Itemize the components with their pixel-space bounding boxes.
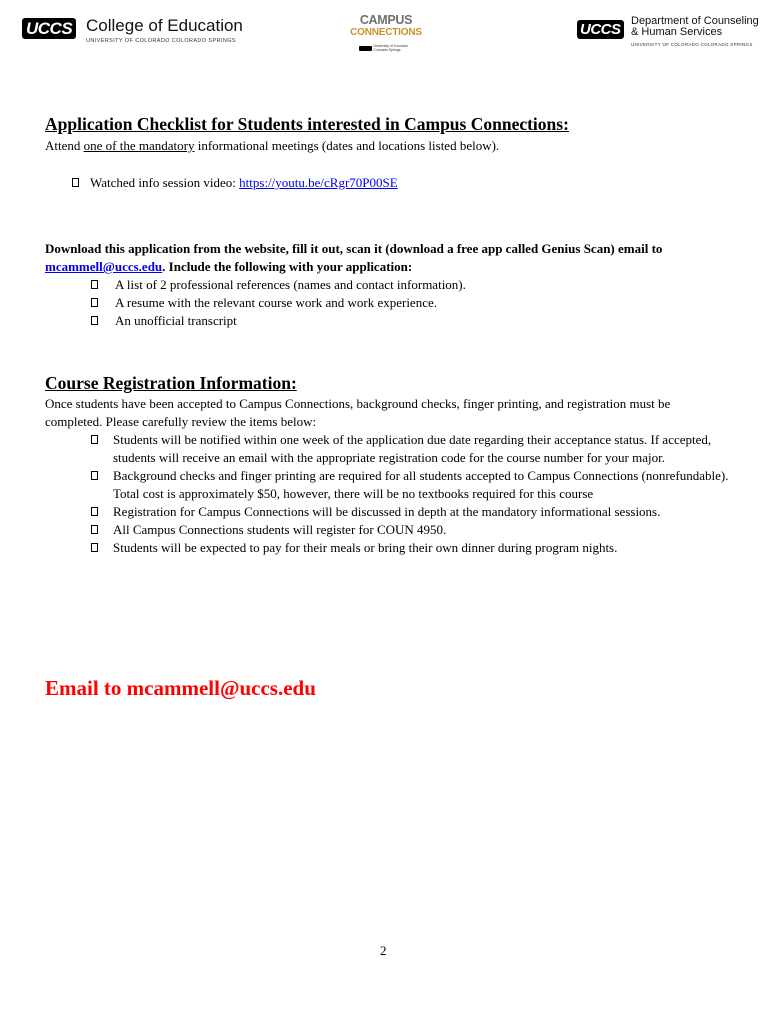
registration-intro: Once students have been accepted to Campus Connections, background checks, finger printing, and registration must be completed. Please carefully review the items below: (45, 396, 671, 429)
uccs-badge: UCCS (22, 18, 76, 39)
item-text: Students will be notified within one week of the application due date regarding their acceptance status. If accepted, students will receive an email with the appropriate registration code for the course number for your major. (113, 432, 712, 465)
checkbox-icon[interactable] (91, 507, 98, 516)
item-text: A list of 2 professional references (names and contact information). (115, 277, 466, 292)
item-text: A resume with the relevant course work and work experience. (115, 295, 437, 310)
checkbox-icon[interactable] (91, 525, 98, 534)
item-text: Students will be expected to pay for their meals or bring their own dinner during program nights. (113, 540, 618, 555)
item-text: All Campus Connections students will register for COUN 4950. (113, 522, 447, 537)
registration-heading: Course Registration Information: (45, 373, 297, 393)
logo-subtitle: UNIVERSITY OF COLORADO COLORADO SPRINGS (631, 42, 753, 47)
logo-title-line2: & Human Services (631, 26, 723, 38)
uccs-badge: UCCS (577, 20, 624, 39)
checklist-heading: Application Checklist for Students interested in Campus Connections: (45, 114, 569, 134)
list-item (91, 521, 733, 539)
checkbox-icon[interactable] (91, 471, 98, 480)
attend-before: Attend (45, 138, 84, 153)
list-item (91, 312, 731, 330)
attend-after: informational meetings (dates and locations listed below). (194, 138, 500, 153)
application-items (91, 276, 731, 330)
campus-connections-logo (350, 14, 422, 54)
email-callout: Email to mcammell@uccs.edu (45, 676, 316, 700)
video-label: Watched info session video: (90, 175, 240, 190)
page-number: 2 (380, 943, 387, 958)
logo-subtitle: UNIVERSITY OF COLORADO COLORADO SPRINGS (86, 38, 236, 44)
checkbox-icon[interactable] (91, 280, 98, 289)
video-link[interactable]: https://youtu.be/cRgr70P00SE (239, 175, 398, 190)
item-text: Registration for Campus Connections will be discussed in depth at the mandatory informational sessions. (113, 504, 661, 519)
counseling-department-logo (577, 16, 757, 50)
checkbox-icon[interactable] (91, 298, 98, 307)
list-item (91, 431, 733, 467)
college-of-education-logo (22, 16, 242, 50)
logo-connections-word: CONNECTIONS (350, 27, 422, 38)
logo-campus-word: CAMPUS (359, 13, 413, 27)
download-email-link[interactable]: mcammell@uccs.edu (45, 259, 163, 274)
mini-uccs-badge (359, 46, 372, 51)
checkbox-icon[interactable] (91, 316, 98, 325)
logo-title: College of Education (86, 16, 243, 35)
list-item (91, 467, 733, 503)
checkbox-icon[interactable] (91, 435, 98, 444)
list-item (91, 539, 733, 557)
logo-foot (350, 39, 422, 53)
item-text: An unofficial transcript (115, 313, 237, 328)
logo-foot-text: University of Colorado Colorado Springs (373, 44, 408, 53)
checkbox-icon[interactable] (91, 543, 98, 552)
download-before: Download this application from the website, fill it out, scan it (download a free app called Genius Scan) email to (45, 241, 663, 256)
download-instructions (45, 240, 740, 276)
video-checklist (72, 174, 732, 192)
download-after: . Include the following with your application: (162, 259, 413, 274)
logo-title (631, 16, 759, 38)
item-text: Background checks and finger printing are required for all students accepted to Campus Connections (nonrefundable). Total cost is approximately $50, however, there will be no textbooks required for this course (113, 468, 729, 501)
attend-line (45, 137, 735, 155)
list-item (91, 276, 731, 294)
list-item (72, 174, 732, 192)
list-item (91, 503, 733, 521)
logo-title-line1: Department of Counseling (631, 15, 759, 27)
registration-items (91, 431, 733, 557)
attend-underlined: one of the mandatory (83, 138, 195, 153)
checkbox-icon[interactable] (72, 178, 79, 187)
list-item (91, 294, 731, 312)
